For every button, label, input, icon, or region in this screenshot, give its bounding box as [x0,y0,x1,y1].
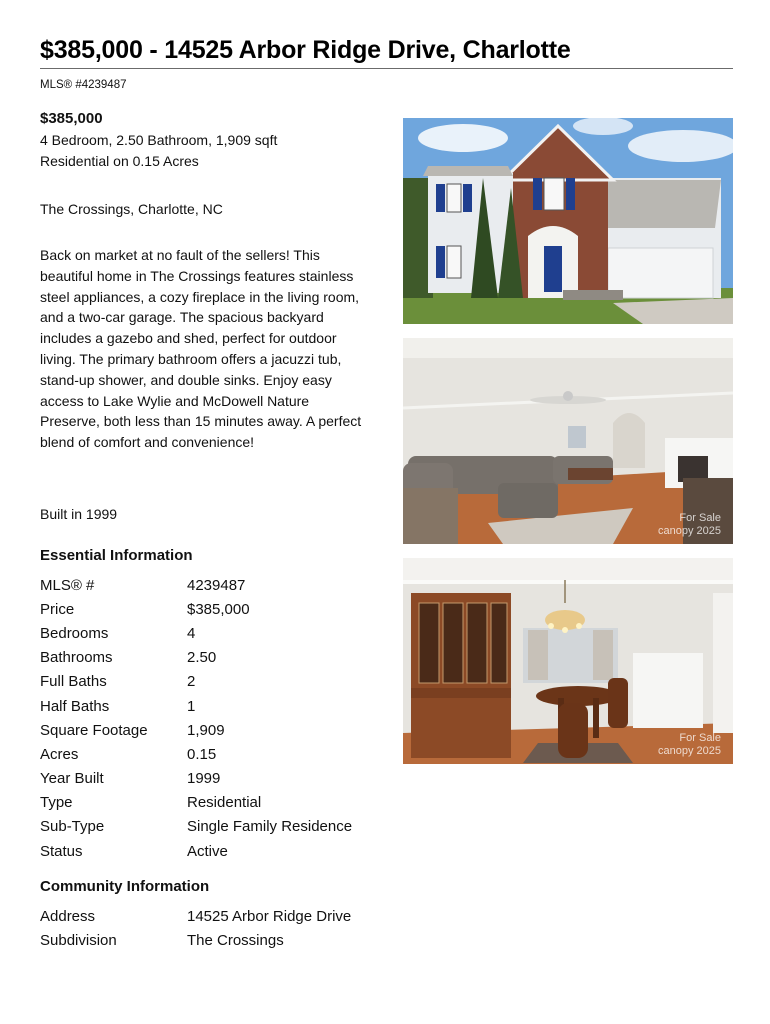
essential-info-row [40,621,400,645]
essential-info-row [40,767,400,791]
built-year: Built in 1999 [40,506,118,522]
community-info-value: The Crossings [187,931,284,949]
essential-info-label: Bedrooms [40,624,109,642]
essential-info-value: 1,909 [187,721,225,739]
title-divider [40,68,733,69]
essential-info-value: 2.50 [187,649,217,667]
essential-info-label: Type [40,794,73,812]
essential-info-row [40,839,400,863]
watermark-line1-b: For Sale [679,732,721,744]
essential-info-heading: Essential Information [40,547,193,564]
watermark-line2-b: canopy 2025 [658,745,721,757]
community-info-row [40,928,400,952]
listing-description: Back on market at no fault of the sellers! This beautiful home in The Crossings features stainless steel appliances, a cozy fireplace in the living room, and a two-car garage. The spacious backyard includes a gazebo and shed, perfect for outdoor living. The primary bathroom offers a jacuzzi tub, stand-up shower, and double sinks. Enjoy easy access to Lake Wylie and McDowell Nature Preserve, both less than 15 minutes away. A perfect blend of comfort and convenience! [40,247,362,451]
essential-info-label: Full Baths [40,673,107,691]
essential-info-label: Bathrooms [40,649,113,667]
essential-info-label: MLS® # [40,576,95,594]
photo-dining-room[interactable] [403,558,733,764]
community-info-value: 14525 Arbor Ridge Drive [187,907,352,925]
essential-info-label: Sub-Type [40,818,105,836]
essential-info-value: 0.15 [187,745,217,763]
essential-info-value: 4 [187,624,196,642]
essential-info-value: 4239487 [187,576,246,594]
community-info-table [40,904,400,952]
essential-info-value: $385,000 [187,600,250,618]
community-info-row [40,904,400,928]
essential-info-row [40,573,400,597]
mls-number: MLS® #4239487 [40,79,127,91]
essential-info-row [40,791,400,815]
community-info-label: Address [40,907,96,925]
essential-info-value: Active [187,842,228,860]
essential-info-row [40,694,400,718]
listing-location: The Crossings, Charlotte, NC [40,201,223,217]
essential-info-value: 2 [187,673,196,691]
essential-info-label: Year Built [40,770,104,788]
essential-info-row [40,718,400,742]
essential-info-row [40,742,400,766]
dining-room-image [403,558,733,764]
essential-info-table [40,573,400,863]
community-info-heading: Community Information [40,878,210,895]
essential-info-row [40,646,400,670]
watermark-line1-a: For Sale [679,512,721,524]
photo-living-room[interactable] [403,338,733,544]
living-room-image [403,338,733,544]
essential-info-value: 1999 [187,770,221,788]
house-exterior-image [403,118,733,324]
essential-info-row [40,597,400,621]
essential-info-value: 1 [187,697,196,715]
listing-summary [40,130,277,172]
essential-info-row [40,670,400,694]
listing-title: $385,000 - 14525 Arbor Ridge Drive, Charlotte [40,36,571,64]
essential-info-label: Half Baths [40,697,110,715]
price-heading: $385,000 [40,110,103,127]
essential-info-label: Square Footage [40,721,148,739]
watermark-line2-a: canopy 2025 [658,525,721,537]
essential-info-label: Price [40,600,75,618]
essential-info-label: Acres [40,745,79,763]
photo-exterior[interactable] [403,118,733,324]
type-acres: Residential on 0.15 Acres [40,153,199,169]
essential-info-label: Status [40,842,83,860]
beds-baths-sqft: 4 Bedroom, 2.50 Bathroom, 1,909 sqft [40,132,278,148]
essential-info-value: Residential [187,794,262,812]
community-info-label: Subdivision [40,931,117,949]
essential-info-value: Single Family Residence [187,818,353,836]
essential-info-row [40,815,400,839]
